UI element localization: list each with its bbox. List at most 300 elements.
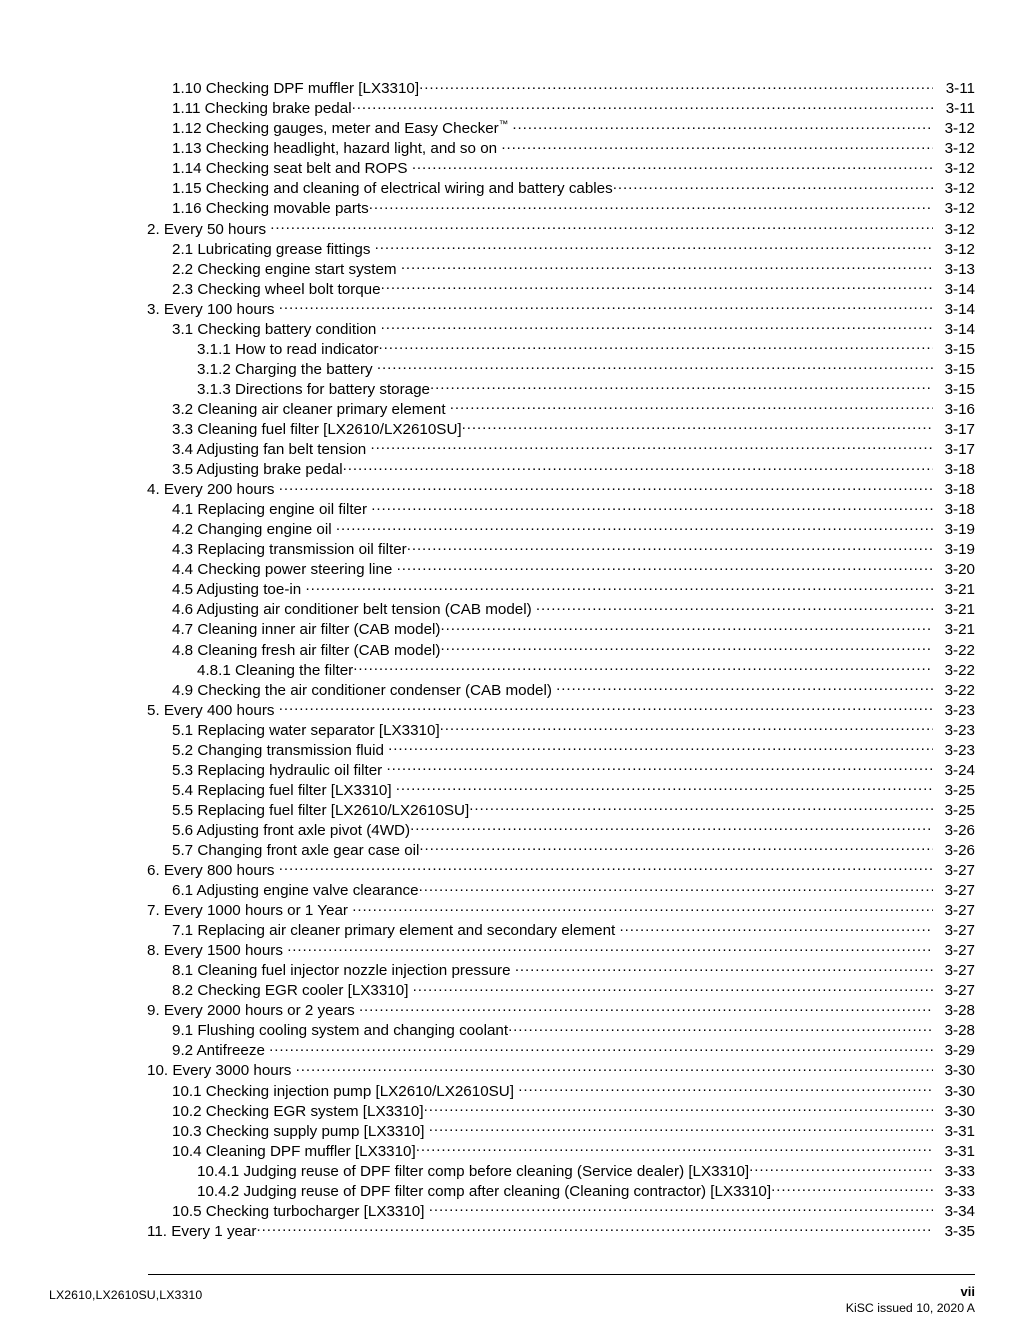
toc-entry-label: Flushing cooling system and changing coolant bbox=[197, 1022, 509, 1040]
toc-entry-page: 3-18 bbox=[944, 501, 975, 519]
toc-entry-number: 7.1 bbox=[172, 922, 194, 940]
toc-entry-title bbox=[172, 961, 515, 980]
toc-entry[interactable] bbox=[0, 820, 1024, 840]
toc-entry-label: Adjusting toe-in bbox=[196, 581, 302, 599]
toc-entry-number: 4.9 bbox=[172, 681, 194, 699]
toc-entry-number: 9. bbox=[147, 1002, 160, 1020]
footer-divider bbox=[148, 1274, 975, 1275]
dot-leader bbox=[619, 920, 933, 935]
toc-entry-page: 3-22 bbox=[944, 641, 975, 659]
toc-entry[interactable] bbox=[0, 359, 1024, 379]
toc-entry-title bbox=[172, 801, 469, 820]
toc-entry[interactable] bbox=[0, 258, 1024, 278]
toc-entry-number: 1.14 bbox=[172, 160, 202, 178]
toc-entry-number: 1.11 bbox=[172, 100, 201, 118]
toc-entry[interactable] bbox=[0, 1201, 1024, 1221]
toc-entry-number: 3.2 bbox=[172, 400, 194, 418]
toc-entry-number: 4.8.1 bbox=[197, 661, 231, 679]
dot-leader bbox=[430, 379, 933, 394]
toc-entry-number: 10.5 bbox=[172, 1202, 202, 1220]
toc-entry-page: 3-30 bbox=[944, 1082, 975, 1100]
toc-entry-page: 3-33 bbox=[944, 1182, 975, 1200]
toc-entry[interactable] bbox=[0, 1100, 1024, 1120]
toc-entry-page: 3-34 bbox=[944, 1202, 975, 1220]
dot-leader bbox=[508, 1020, 933, 1035]
toc-entry[interactable] bbox=[0, 559, 1024, 579]
dot-leader bbox=[429, 1201, 933, 1216]
toc-entry-page: 3-26 bbox=[944, 841, 975, 859]
toc-entry-label: Replacing hydraulic oil filter bbox=[197, 761, 383, 779]
toc-entry-title bbox=[147, 1001, 359, 1020]
toc-entry-page: 3-35 bbox=[944, 1222, 975, 1240]
toc-entry-title bbox=[172, 440, 370, 459]
toc-entry-page: 3-27 bbox=[944, 962, 975, 980]
toc-entry[interactable] bbox=[0, 659, 1024, 679]
dot-leader bbox=[379, 339, 933, 354]
toc-entry[interactable] bbox=[0, 299, 1024, 319]
toc-entry[interactable] bbox=[0, 399, 1024, 419]
toc-entry-label: Replacing engine oil filter bbox=[197, 501, 368, 519]
toc-entry-page: 3-27 bbox=[944, 882, 975, 900]
dot-leader bbox=[388, 740, 933, 755]
toc-entry-label: Checking wheel bolt torque bbox=[197, 280, 381, 298]
toc-entry[interactable] bbox=[0, 940, 1024, 960]
toc-entry[interactable] bbox=[0, 379, 1024, 399]
toc-entry-label: Replacing transmission oil filter bbox=[197, 541, 407, 559]
toc-entry[interactable] bbox=[0, 840, 1024, 860]
dot-leader bbox=[401, 258, 933, 273]
toc-entry[interactable] bbox=[0, 1000, 1024, 1020]
toc-entry-label: Changing front axle gear case oil bbox=[197, 841, 420, 859]
toc-entry-title bbox=[172, 781, 396, 800]
toc-entry[interactable] bbox=[0, 519, 1024, 539]
dot-leader bbox=[287, 940, 933, 955]
toc-entry-number: 3.4 bbox=[172, 441, 194, 459]
toc-entry[interactable] bbox=[0, 178, 1024, 198]
toc-entry-title bbox=[172, 280, 381, 299]
toc-entry-page: 3-12 bbox=[944, 180, 975, 198]
toc-entry[interactable] bbox=[0, 679, 1024, 699]
toc-entry-page: 3-21 bbox=[944, 601, 975, 619]
toc-entry-label: Cleaning fuel filter [LX2610/LX2610SU] bbox=[197, 420, 462, 438]
toc-entry-page: 3-12 bbox=[944, 160, 975, 178]
dot-leader bbox=[429, 1120, 933, 1135]
toc-entry-page: 3-18 bbox=[944, 481, 975, 499]
toc-entry-label: How to read indicator bbox=[235, 340, 379, 358]
dot-leader bbox=[270, 218, 933, 233]
toc-entry[interactable] bbox=[0, 1181, 1024, 1201]
toc-entry[interactable] bbox=[0, 459, 1024, 479]
dot-leader bbox=[518, 1080, 933, 1095]
dot-leader bbox=[749, 1161, 933, 1176]
dot-leader bbox=[462, 419, 933, 434]
toc-entry-title bbox=[172, 681, 556, 700]
dot-leader bbox=[352, 98, 933, 113]
dot-leader bbox=[424, 1100, 933, 1115]
toc-entry[interactable] bbox=[0, 1080, 1024, 1100]
toc-entry-number: 9.1 bbox=[172, 1022, 194, 1040]
toc-entry-number: 2.3 bbox=[172, 280, 194, 298]
toc-entry[interactable] bbox=[0, 720, 1024, 740]
toc-entry-title bbox=[172, 721, 440, 740]
toc-entry-title bbox=[172, 460, 343, 479]
toc-entry-title bbox=[172, 560, 397, 579]
toc-entry-number: 5.3 bbox=[172, 761, 194, 779]
toc-entry[interactable] bbox=[0, 499, 1024, 519]
toc-entry-page: 3-11 bbox=[945, 100, 975, 118]
dot-leader bbox=[279, 299, 933, 314]
toc-entry-number: 2.1 bbox=[172, 240, 194, 258]
toc-entry[interactable] bbox=[0, 138, 1024, 158]
toc-entry-label: Every 2000 hours or 2 years bbox=[163, 1002, 355, 1020]
toc-entry-title bbox=[172, 1202, 429, 1221]
toc-entry-number: 1.16 bbox=[172, 200, 202, 218]
toc-entry-title bbox=[147, 861, 279, 880]
toc-entry-page: 3-18 bbox=[944, 461, 975, 479]
toc-entry-title bbox=[172, 921, 619, 940]
dot-leader bbox=[296, 1060, 933, 1075]
dot-leader bbox=[536, 599, 933, 614]
toc-entry-title bbox=[172, 1041, 269, 1060]
toc-entry-page: 3-21 bbox=[944, 621, 975, 639]
toc-entry-number: 3.5 bbox=[172, 461, 194, 479]
toc-entry-title bbox=[172, 981, 413, 1000]
toc-entry[interactable] bbox=[0, 1120, 1024, 1140]
toc-entry-label: Checking DPF muffler [LX3310] bbox=[205, 80, 420, 98]
toc-entry-label: Judging reuse of DPF filter comp before cleaning (Service dealer) [LX3310] bbox=[243, 1162, 750, 1180]
toc-entry-number: 1.10 bbox=[172, 80, 202, 98]
toc-entry-title bbox=[172, 1082, 518, 1101]
toc-entry-label: Adjusting front axle pivot (4WD) bbox=[196, 821, 411, 839]
toc-entry-page: 3-17 bbox=[944, 441, 975, 459]
dot-leader bbox=[419, 880, 933, 895]
dot-leader bbox=[440, 619, 933, 634]
toc-entry-label: Cleaning the filter bbox=[235, 661, 354, 679]
dot-leader bbox=[413, 980, 933, 995]
toc-entry-title bbox=[172, 260, 401, 279]
toc-entry-page: 3-17 bbox=[944, 420, 975, 438]
dot-leader bbox=[396, 780, 933, 795]
toc-entry-title bbox=[147, 1222, 257, 1241]
toc-entry-number: 1.15 bbox=[172, 180, 202, 198]
toc-entry-page: 3-15 bbox=[944, 380, 975, 398]
dot-leader bbox=[469, 800, 933, 815]
toc-entry-label: Every 1500 hours bbox=[163, 942, 283, 960]
dot-leader bbox=[353, 659, 933, 674]
toc-entry-title bbox=[172, 320, 381, 339]
toc-entry-label: Cleaning fresh air filter (CAB model) bbox=[197, 641, 441, 659]
toc-entry-label: Every 200 hours bbox=[163, 481, 275, 499]
toc-entry-number: 4.6 bbox=[172, 601, 194, 619]
toc-entry-title bbox=[172, 240, 375, 259]
toc-entry-page: 3-11 bbox=[945, 80, 975, 98]
toc-entry-label: Replacing water separator [LX3310] bbox=[197, 721, 440, 739]
toc-entry-title bbox=[172, 841, 419, 860]
toc-entry-title bbox=[172, 400, 450, 419]
toc-entry[interactable] bbox=[0, 860, 1024, 880]
toc-entry-title bbox=[172, 1102, 424, 1121]
dot-leader bbox=[419, 78, 933, 93]
toc-entry-label: Changing transmission fluid bbox=[197, 741, 384, 759]
toc-entry-page: 3-25 bbox=[944, 781, 975, 799]
toc-entry-page: 3-20 bbox=[944, 561, 975, 579]
dot-leader bbox=[336, 519, 933, 534]
toc-entry[interactable] bbox=[0, 980, 1024, 1000]
toc-entry[interactable] bbox=[0, 158, 1024, 178]
table-of-contents bbox=[0, 78, 1024, 1241]
toc-entry-title bbox=[172, 79, 419, 98]
toc-entry-title bbox=[147, 300, 279, 319]
toc-entry-label: Replacing fuel filter [LX3310] bbox=[197, 781, 392, 799]
toc-entry-page: 3-27 bbox=[944, 982, 975, 1000]
toc-entry[interactable] bbox=[0, 1161, 1024, 1181]
toc-entry-number: 5.6 bbox=[172, 821, 194, 839]
toc-entry-number: 10.4.1 bbox=[197, 1162, 240, 1180]
toc-entry-label: Checking power steering line bbox=[197, 561, 393, 579]
toc-entry-title bbox=[172, 159, 412, 178]
toc-entry-page: 3-23 bbox=[944, 721, 975, 739]
toc-entry-page: 3-14 bbox=[944, 300, 975, 318]
toc-entry-label: Antifreeze bbox=[196, 1042, 265, 1060]
toc-entry[interactable] bbox=[0, 639, 1024, 659]
toc-entry-number: 4.4 bbox=[172, 561, 194, 579]
toc-entry-label: Checking EGR cooler [LX3310] bbox=[197, 982, 409, 1000]
toc-entry-label: Checking engine start system bbox=[197, 260, 397, 278]
footer-page-number: vii bbox=[960, 1284, 975, 1299]
toc-entry[interactable] bbox=[0, 780, 1024, 800]
toc-entry-number: 11. bbox=[147, 1222, 167, 1240]
toc-entry-number: 1.12 bbox=[172, 120, 202, 138]
toc-entry-number: 5.5 bbox=[172, 801, 194, 819]
toc-entry-number: 4.3 bbox=[172, 541, 194, 559]
toc-entry-title bbox=[172, 139, 501, 158]
toc-entry-title bbox=[172, 520, 336, 539]
toc-entry-number: 4.1 bbox=[172, 501, 194, 519]
dot-leader bbox=[279, 699, 933, 714]
toc-entry[interactable] bbox=[0, 960, 1024, 980]
toc-entry-number: 5.1 bbox=[172, 721, 194, 739]
toc-entry-label: Every 1 year bbox=[171, 1222, 257, 1240]
toc-entry[interactable] bbox=[0, 1020, 1024, 1040]
dot-leader bbox=[343, 459, 933, 474]
toc-entry-number: 3.1.2 bbox=[197, 360, 231, 378]
toc-entry-number: 4.2 bbox=[172, 521, 194, 539]
toc-entry-label: Every 800 hours bbox=[163, 862, 275, 880]
toc-entry-title bbox=[172, 179, 613, 198]
dot-leader bbox=[771, 1181, 933, 1196]
dot-leader bbox=[279, 479, 933, 494]
toc-entry-number: 10. bbox=[147, 1062, 169, 1080]
toc-entry-page: 3-31 bbox=[944, 1122, 975, 1140]
toc-entry-label: Checking turbocharger [LX3310] bbox=[205, 1202, 425, 1220]
toc-entry-title bbox=[172, 580, 305, 599]
toc-entry-label: Every 3000 hours bbox=[172, 1062, 292, 1080]
toc-entry-number: 10.4.2 bbox=[197, 1182, 240, 1200]
toc-entry[interactable] bbox=[0, 900, 1024, 920]
toc-entry-page: 3-28 bbox=[944, 1022, 975, 1040]
toc-entry[interactable] bbox=[0, 1040, 1024, 1060]
toc-entry-title bbox=[197, 1162, 749, 1181]
toc-entry-label: Judging reuse of DPF filter comp after cleaning (Cleaning contractor) [LX3310] bbox=[243, 1182, 772, 1200]
toc-entry[interactable] bbox=[0, 98, 1024, 118]
footer-right-block bbox=[846, 1284, 975, 1316]
toc-entry-title bbox=[172, 761, 386, 780]
toc-entry[interactable] bbox=[0, 699, 1024, 719]
toc-entry-title bbox=[172, 600, 536, 619]
toc-entry[interactable] bbox=[0, 218, 1024, 238]
toc-entry-number: 3.1 bbox=[172, 320, 194, 338]
toc-entry-label: Every 50 hours bbox=[163, 220, 267, 238]
toc-entry[interactable] bbox=[0, 760, 1024, 780]
toc-entry-number: 8.1 bbox=[172, 962, 194, 980]
toc-entry[interactable] bbox=[0, 238, 1024, 258]
toc-entry-title bbox=[172, 500, 371, 519]
toc-entry-title bbox=[197, 661, 353, 680]
toc-entry-page: 3-25 bbox=[944, 801, 975, 819]
toc-entry-page: 3-22 bbox=[944, 681, 975, 699]
toc-entry-page: 3-30 bbox=[944, 1062, 975, 1080]
toc-entry-label: Checking headlight, hazard light, and so on bbox=[205, 140, 498, 158]
toc-entry-page: 3-12 bbox=[944, 240, 975, 258]
toc-entry-number: 10.1 bbox=[172, 1082, 202, 1100]
toc-entry-page: 3-14 bbox=[944, 320, 975, 338]
dot-leader bbox=[377, 359, 933, 374]
dot-leader bbox=[305, 579, 933, 594]
toc-entry-label: Checking battery condition bbox=[197, 320, 377, 338]
toc-entry[interactable] bbox=[0, 439, 1024, 459]
dot-leader bbox=[556, 679, 933, 694]
toc-entry-label: Cleaning DPF muffler [LX3310] bbox=[205, 1142, 416, 1160]
dot-leader bbox=[359, 1000, 933, 1015]
toc-entry[interactable] bbox=[0, 740, 1024, 760]
toc-entry-page: 3-33 bbox=[944, 1162, 975, 1180]
toc-entry-page: 3-30 bbox=[944, 1102, 975, 1120]
toc-entry-title bbox=[197, 360, 377, 379]
toc-entry-page: 3-19 bbox=[944, 521, 975, 539]
toc-entry-number: 4.5 bbox=[172, 581, 194, 599]
toc-entry[interactable] bbox=[0, 619, 1024, 639]
dot-leader bbox=[410, 820, 933, 835]
toc-entry-number: 10.2 bbox=[172, 1102, 202, 1120]
trademark-icon: ™ bbox=[498, 118, 509, 130]
toc-entry-title bbox=[172, 119, 512, 138]
toc-entry-label: Checking the air conditioner condenser (CAB model) bbox=[197, 681, 552, 699]
toc-entry[interactable] bbox=[0, 579, 1024, 599]
toc-entry-number: 9.2 bbox=[172, 1042, 194, 1060]
toc-entry[interactable] bbox=[0, 539, 1024, 559]
toc-entry-title bbox=[172, 1142, 416, 1161]
dot-leader bbox=[381, 319, 933, 334]
toc-entry-number: 2. bbox=[147, 220, 160, 238]
toc-entry-title bbox=[172, 641, 440, 660]
toc-entry[interactable] bbox=[0, 1221, 1024, 1241]
toc-entry-number: 8.2 bbox=[172, 982, 194, 1000]
toc-entry-number: 5. bbox=[147, 701, 160, 719]
toc-entry-page: 3-16 bbox=[944, 400, 975, 418]
toc-entry-label: Cleaning air cleaner primary element bbox=[197, 400, 446, 418]
toc-entry[interactable] bbox=[0, 800, 1024, 820]
dot-leader bbox=[613, 178, 933, 193]
toc-entry-label: Adjusting fan belt tension bbox=[196, 441, 367, 459]
toc-entry[interactable] bbox=[0, 1140, 1024, 1160]
toc-entry-title bbox=[172, 881, 419, 900]
toc-entry-title bbox=[172, 1122, 429, 1141]
toc-entry-label: Cleaning fuel injector nozzle injection pressure bbox=[197, 962, 511, 980]
toc-entry-title bbox=[147, 480, 279, 499]
toc-entry-page: 3-21 bbox=[944, 581, 975, 599]
toc-entry-number: 2.2 bbox=[172, 260, 194, 278]
toc-entry-number: 5.4 bbox=[172, 781, 194, 799]
toc-entry-label: Checking EGR system [LX3310] bbox=[205, 1102, 424, 1120]
toc-entry-title bbox=[147, 220, 270, 239]
dot-leader bbox=[381, 278, 933, 293]
toc-entry[interactable] bbox=[0, 319, 1024, 339]
toc-entry-number: 10.4 bbox=[172, 1142, 202, 1160]
toc-entry[interactable] bbox=[0, 419, 1024, 439]
toc-entry-label: Directions for battery storage bbox=[235, 380, 431, 398]
toc-entry-title bbox=[172, 199, 369, 218]
toc-entry-label: Checking injection pump [LX2610/LX2610SU] bbox=[205, 1082, 514, 1100]
toc-entry[interactable] bbox=[0, 278, 1024, 298]
toc-entry[interactable] bbox=[0, 198, 1024, 218]
toc-entry-label: Every 400 hours bbox=[163, 701, 275, 719]
toc-entry-page: 3-31 bbox=[944, 1142, 975, 1160]
toc-entry[interactable] bbox=[0, 479, 1024, 499]
dot-leader bbox=[416, 1140, 933, 1155]
dot-leader bbox=[450, 399, 933, 414]
toc-entry-number: 7. bbox=[147, 902, 160, 920]
toc-entry-label: Every 100 hours bbox=[163, 300, 275, 318]
toc-entry[interactable] bbox=[0, 880, 1024, 900]
toc-entry-title bbox=[197, 380, 430, 399]
toc-entry-label: Checking gauges, meter and Easy Checker bbox=[205, 120, 499, 138]
toc-entry-label: Checking and cleaning of electrical wiring and battery cables bbox=[205, 180, 613, 198]
toc-entry[interactable] bbox=[0, 339, 1024, 359]
dot-leader bbox=[515, 960, 933, 975]
toc-entry-number: 6.1 bbox=[172, 882, 194, 900]
toc-entry-page: 3-27 bbox=[944, 942, 975, 960]
dot-leader bbox=[375, 238, 933, 253]
dot-leader bbox=[269, 1040, 933, 1055]
toc-entry-number: 5.2 bbox=[172, 741, 194, 759]
toc-entry-page: 3-12 bbox=[944, 120, 975, 138]
toc-entry[interactable] bbox=[0, 118, 1024, 138]
dot-leader bbox=[512, 118, 933, 133]
toc-entry-page: 3-23 bbox=[944, 741, 975, 759]
dot-leader bbox=[370, 439, 933, 454]
toc-entry[interactable] bbox=[0, 78, 1024, 98]
dot-leader bbox=[352, 900, 933, 915]
toc-entry-title bbox=[147, 941, 287, 960]
toc-entry-title bbox=[172, 821, 410, 840]
dot-leader bbox=[440, 720, 933, 735]
toc-entry-page: 3-12 bbox=[944, 220, 975, 238]
toc-entry-label: Replacing fuel filter [LX2610/LX2610SU] bbox=[197, 801, 470, 819]
toc-entry-number: 3.3 bbox=[172, 420, 194, 438]
toc-entry-page: 3-12 bbox=[944, 200, 975, 218]
toc-entry-number: 3.1.3 bbox=[197, 380, 231, 398]
dot-leader bbox=[397, 559, 933, 574]
toc-entry[interactable] bbox=[0, 920, 1024, 940]
toc-entry-number: 6. bbox=[147, 862, 160, 880]
toc-entry[interactable] bbox=[0, 1060, 1024, 1080]
toc-entry-page: 3-23 bbox=[944, 701, 975, 719]
toc-entry-label: Adjusting air conditioner belt tension (CAB model) bbox=[196, 601, 532, 619]
toc-entry[interactable] bbox=[0, 599, 1024, 619]
toc-entry-label: Lubricating grease fittings bbox=[197, 240, 371, 258]
toc-entry-title bbox=[172, 620, 440, 639]
toc-entry-label: Checking seat belt and ROPS bbox=[205, 160, 408, 178]
